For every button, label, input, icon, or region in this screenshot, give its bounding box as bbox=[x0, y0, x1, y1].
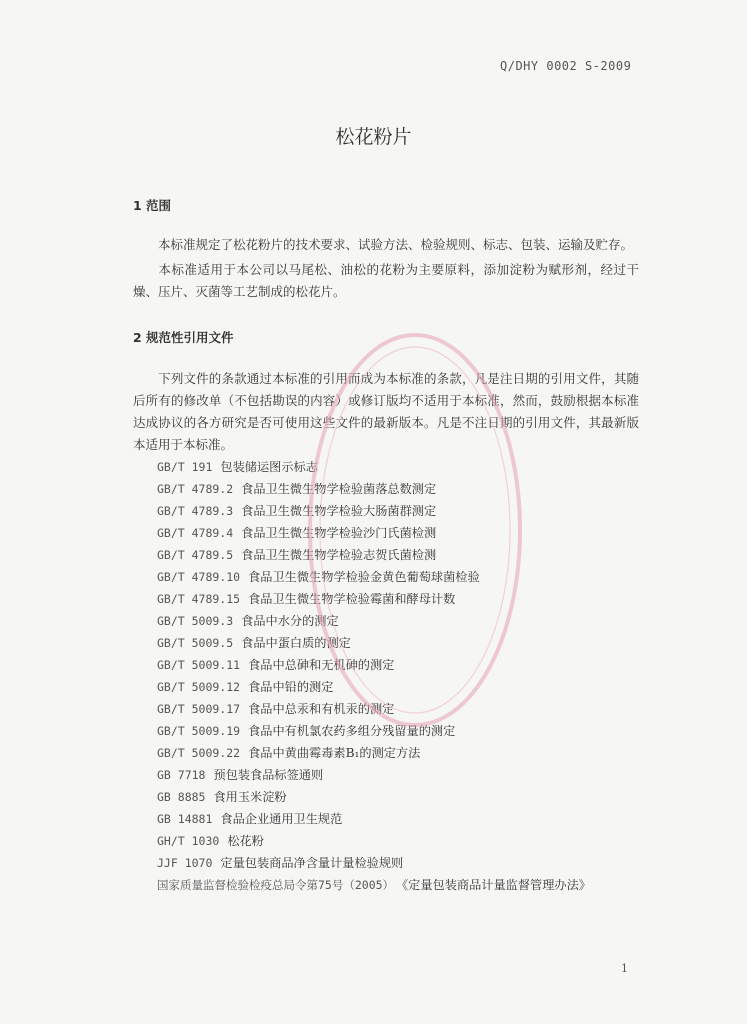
section-2-paragraph-1-text: 下列文件的条款通过本标准的引用而成为本标准的条款，凡是注日期的引用文件，其随后所有的修改单（不包括勘误的内容）或修订版均不适用于本标准，然而，鼓励根据本标准达成协议的各方研究是否可使用这些文件的最新版本。凡是不注日期的引用文件，其最新版本适用于本标准。 bbox=[133, 371, 639, 452]
reference-code: GB/T 5009.3 bbox=[157, 614, 234, 628]
reference-title: 《定量包装商品计量监督管理办法》 bbox=[402, 878, 591, 892]
reference-item bbox=[157, 742, 591, 764]
reference-item bbox=[157, 720, 591, 742]
reference-code: GB/T 4789.3 bbox=[157, 504, 234, 518]
reference-item bbox=[157, 456, 591, 478]
section-1-paragraph-2 bbox=[133, 259, 639, 303]
reference-code: GB/T 4789.10 bbox=[157, 570, 241, 584]
reference-list bbox=[157, 456, 591, 896]
reference-title: 食品中蛋白质的测定 bbox=[241, 636, 351, 650]
reference-title: 食品中总砷和无机砷的测定 bbox=[248, 658, 395, 672]
section-2-paragraph-1 bbox=[133, 368, 639, 456]
section-1-paragraph-1 bbox=[133, 234, 639, 256]
reference-item bbox=[157, 522, 591, 544]
reference-code: GH/T 1030 bbox=[157, 834, 220, 848]
reference-title: 包装储运图示标志 bbox=[220, 460, 318, 474]
reference-item bbox=[157, 830, 591, 852]
reference-item bbox=[157, 566, 591, 588]
reference-code: GB/T 4789.15 bbox=[157, 592, 241, 606]
reference-code: GB/T 191 bbox=[157, 460, 213, 474]
reference-item bbox=[157, 478, 591, 500]
section-1-paragraph-2-text: 本标准适用于本公司以马尾松、油松的花粉为主要原料，添加淀粉为赋形剂，经过干燥、压片、灭菌等工艺制成的松花片。 bbox=[133, 262, 639, 299]
reference-item bbox=[157, 698, 591, 720]
reference-item bbox=[157, 632, 591, 654]
reference-title: 食品中总汞和有机汞的测定 bbox=[248, 702, 395, 716]
reference-item bbox=[157, 874, 591, 896]
reference-code: GB/T 5009.22 bbox=[157, 746, 241, 760]
reference-code: GB 14881 bbox=[157, 812, 213, 826]
reference-title: 食品中铅的测定 bbox=[248, 680, 334, 694]
reference-code: GB/T 4789.5 bbox=[157, 548, 234, 562]
reference-code: GB/T 4789.4 bbox=[157, 526, 234, 540]
reference-title: 食品卫生微生物学检验大肠菌群测定 bbox=[241, 504, 437, 518]
reference-item bbox=[157, 764, 591, 786]
reference-title: 食品中水分的测定 bbox=[241, 614, 339, 628]
reference-item bbox=[157, 610, 591, 632]
reference-title: 预包装食品标签通则 bbox=[213, 768, 324, 782]
reference-code: GB 8885 bbox=[157, 790, 206, 804]
reference-item bbox=[157, 654, 591, 676]
reference-item bbox=[157, 852, 591, 874]
reference-title: 食品卫生微生物学检验志贺氏菌检测 bbox=[241, 548, 437, 562]
reference-title: 食用玉米淀粉 bbox=[213, 790, 287, 804]
reference-code: GB/T 5009.12 bbox=[157, 680, 241, 694]
reference-title: 食品卫生微生物学检验菌落总数测定 bbox=[241, 482, 437, 496]
section-1-paragraph-1-text: 本标准规定了松花粉片的技术要求、试验方法、检验规则、标志、包装、运输及贮存。 bbox=[158, 237, 634, 252]
reference-code: GB/T 5009.5 bbox=[157, 636, 234, 650]
reference-title: 食品卫生微生物学检验金黄色葡萄球菌检验 bbox=[248, 570, 480, 584]
page-number: 1 bbox=[621, 962, 628, 975]
standard-number: Q/DHY 0002 S-2009 bbox=[500, 59, 632, 73]
reference-code: GB/T 5009.11 bbox=[157, 658, 241, 672]
reference-item bbox=[157, 588, 591, 610]
reference-item bbox=[157, 500, 591, 522]
reference-title: 食品卫生微生物学检验霉菌和酵母计数 bbox=[248, 592, 456, 606]
section-2-heading: 2 规范性引用文件 bbox=[133, 330, 234, 345]
page-title: 松花粉片 bbox=[335, 126, 412, 148]
reference-title: 食品中黄曲霉毒素B₁的测定方法 bbox=[248, 746, 421, 760]
reference-title: 食品企业通用卫生规范 bbox=[220, 812, 343, 826]
reference-title: 食品卫生微生物学检验沙门氏菌检测 bbox=[241, 526, 437, 540]
section-1-heading: 1 范围 bbox=[133, 198, 172, 213]
reference-code: GB/T 5009.17 bbox=[157, 702, 241, 716]
reference-item bbox=[157, 786, 591, 808]
reference-title: 松花粉 bbox=[227, 834, 264, 848]
reference-title: 食品中有机氯农药多组分残留量的测定 bbox=[248, 724, 456, 738]
reference-item bbox=[157, 676, 591, 698]
reference-code: 国家质量监督检验检疫总局令第75号（2005） bbox=[157, 878, 395, 892]
reference-code: GB/T 5009.19 bbox=[157, 724, 241, 738]
reference-code: JJF 1070 bbox=[157, 856, 213, 870]
reference-code: GB 7718 bbox=[157, 768, 206, 782]
reference-code: GB/T 4789.2 bbox=[157, 482, 234, 496]
reference-item bbox=[157, 544, 591, 566]
reference-title: 定量包装商品净含量计量检验规则 bbox=[220, 856, 404, 870]
reference-item bbox=[157, 808, 591, 830]
